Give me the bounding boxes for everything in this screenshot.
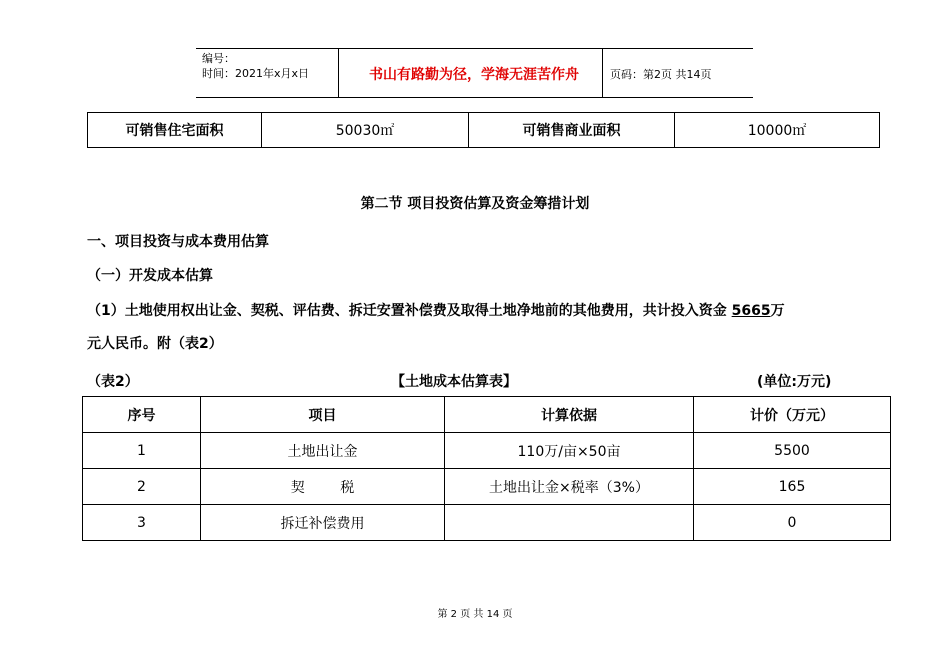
cell-index: 1	[83, 433, 201, 469]
paragraph-line2: 元人民币。附（表2）	[87, 336, 223, 352]
commercial-area-value: 10000㎡	[675, 113, 880, 148]
land-cost-table	[82, 396, 891, 541]
table-header-row	[83, 397, 891, 433]
header-divider	[602, 49, 603, 97]
para-suffix: 万	[770, 303, 785, 319]
header-price: 计价（万元）	[694, 397, 891, 433]
page-header	[196, 48, 753, 98]
table-unit: (单位:万元)	[757, 374, 832, 390]
cell-basis: 土地出让金×税率（3%）	[445, 469, 694, 505]
cell-item: 拆迁补偿费用	[201, 505, 445, 541]
time-label: 时间：2021年x月x日	[202, 67, 310, 80]
page-footer: 第 2 页 共 14 页	[437, 609, 513, 620]
area-table	[87, 112, 880, 148]
cell-basis: 110万/亩×50亩	[445, 433, 694, 469]
residential-area-value: 50030㎡	[262, 113, 469, 148]
commercial-area-label: 可销售商业面积	[469, 113, 675, 148]
cell-basis	[445, 505, 694, 541]
header-motto: 书山有路勤为径，学海无涯苦作舟	[369, 67, 579, 83]
number-label: 编号：	[202, 52, 235, 65]
cell-price: 0	[694, 505, 891, 541]
table-label: （表2）	[87, 374, 139, 390]
section-title: 第二节 项目投资估算及资金筹措计划	[360, 196, 590, 212]
paragraph-land-cost	[87, 300, 887, 320]
header-left	[202, 51, 309, 81]
para-prefix: （1）土地使用权出让金、契税、评估费、拆迁安置补偿费及取得土地净地前的其他费用，共计投入资金	[87, 303, 732, 319]
heading-dev-cost: （一）开发成本估算	[87, 268, 213, 284]
header-page-info: 页码：第2页 共14页	[610, 68, 712, 81]
header-item: 项目	[201, 397, 445, 433]
header-divider	[338, 49, 339, 97]
header-index: 序号	[83, 397, 201, 433]
cell-index: 2	[83, 469, 201, 505]
cell-price: 5500	[694, 433, 891, 469]
cell-index: 3	[83, 505, 201, 541]
residential-area-label: 可销售住宅面积	[88, 113, 262, 148]
table-title: 【土地成本估算表】	[391, 374, 517, 390]
table-row	[83, 505, 891, 541]
header-basis: 计算依据	[445, 397, 694, 433]
cell-item: 契 税	[201, 469, 445, 505]
heading-investment: 一、项目投资与成本费用估算	[87, 234, 269, 250]
cell-price: 165	[694, 469, 891, 505]
cell-item: 土地出让金	[201, 433, 445, 469]
table-row	[83, 433, 891, 469]
para-amount: 5665	[731, 303, 771, 319]
table-row	[83, 469, 891, 505]
